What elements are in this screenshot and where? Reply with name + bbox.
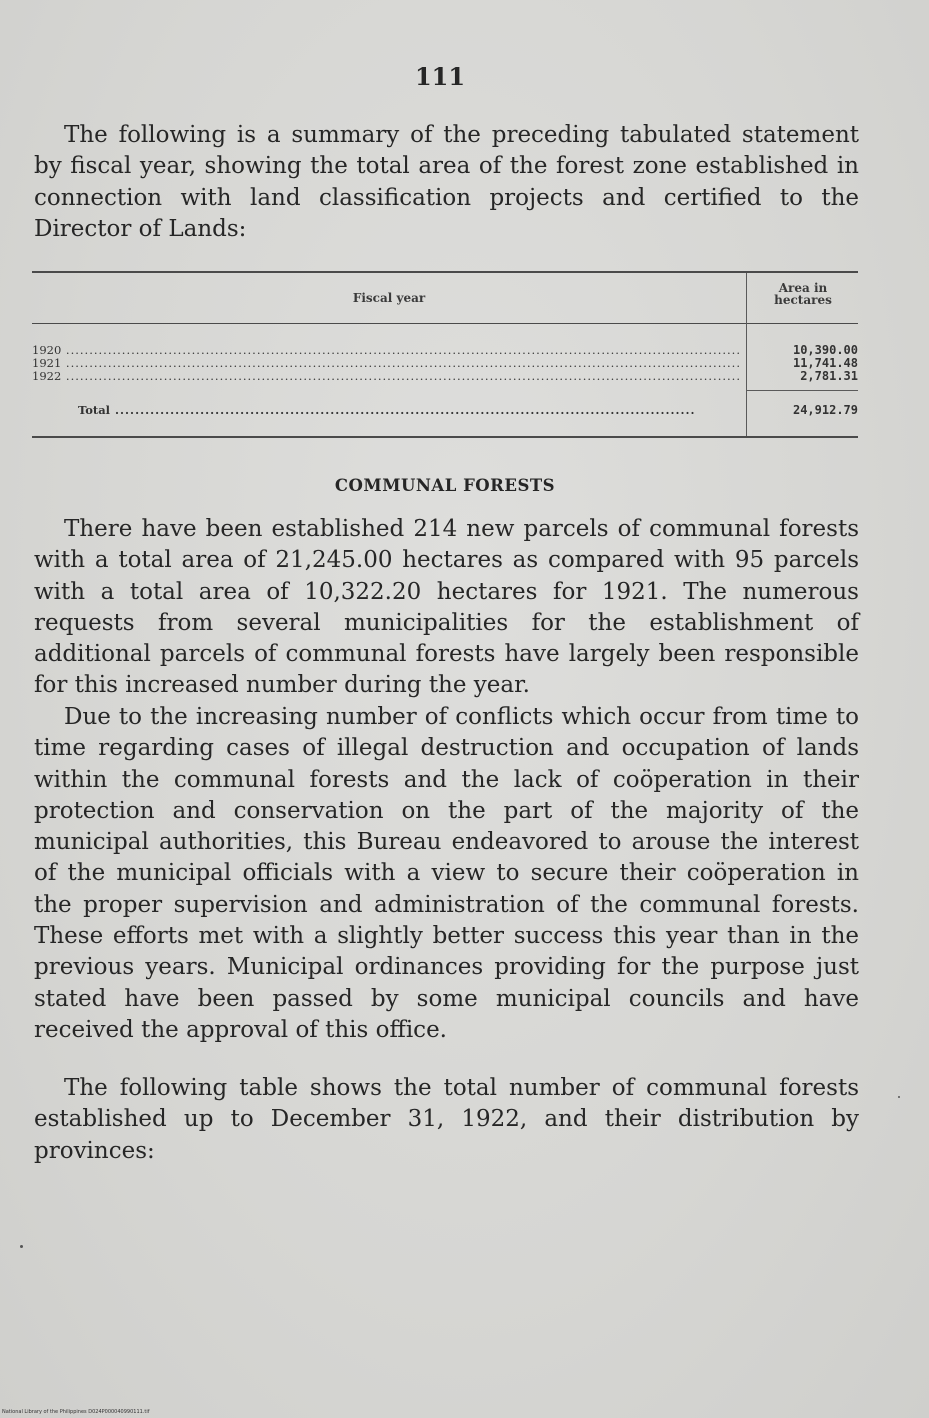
communal-forests-paragraph: There have been established 214 new parcels of communal forests with a total area of 21,245.00 hectares as compared with 95 parcels with a total area of 10,322.20 hectares for 1921. The numerous requests from several municipalities for the establishment of additional parcels of communal forests have largely been responsible for this increased number during the year. bbox=[34, 516, 859, 699]
table-intro-paragraph: The following table shows the total number of communal forests established up to December 31, 1922, and their distribution by provinces: bbox=[34, 1075, 859, 1164]
row-year: 1922 ..... bbox=[32, 370, 742, 383]
row-year: 1921 ..... bbox=[32, 357, 742, 370]
header-area-hectares: Area in hectares bbox=[774, 281, 832, 307]
table-row bbox=[32, 344, 858, 357]
table-row bbox=[32, 370, 858, 383]
table-total-rule bbox=[746, 390, 858, 391]
table-header-rule bbox=[32, 323, 858, 324]
summary-table bbox=[32, 268, 858, 440]
row-area: 2,781.31 bbox=[800, 369, 858, 383]
total-value: 24,912.79 bbox=[792, 403, 858, 417]
header-fiscal-year: Fiscal year bbox=[352, 291, 426, 305]
conflicts-paragraph: Due to the increasing number of conflicts which occur from time to time regarding cases of illegal destruction and occupation of lands within the communal forests and the lack of coöperation in their protection and conservation on the part of the majority of the municipal authorities, this Bureau endeavored to arouse the interest of the municipal officials with a view to secure their coöperation in the proper supervision and administration of the communal forests. These efforts met with a slightly better success this year than in the previous years. Municipal ordinances providing for the purpose just stated have been passed by some municipal councils and have received the approval of this office. bbox=[34, 704, 859, 1043]
row-area: 11,741.48 bbox=[792, 356, 858, 370]
scan-footer: National Library of the Philippines D024P000040990111.tif bbox=[2, 1409, 150, 1415]
page-number: 111 bbox=[414, 62, 466, 91]
table-bottom-rule bbox=[32, 436, 858, 438]
scan-speck bbox=[898, 1096, 900, 1098]
table-row bbox=[32, 357, 858, 370]
row-year: 1920 ..... bbox=[32, 344, 742, 357]
section-heading: COMMUNAL FORESTS bbox=[334, 476, 556, 495]
total-label: Total ..... bbox=[32, 404, 696, 417]
table-total-row bbox=[32, 404, 858, 417]
row-area: 10,390.00 bbox=[792, 343, 858, 357]
scan-speck bbox=[20, 1245, 23, 1248]
intro-paragraph: The following is a summary of the preceding tabulated statement by fiscal year, showing the total area of the forest zone established in connection with land classification projects and certified to the Director of Lands: bbox=[34, 122, 859, 242]
table-top-rule bbox=[32, 271, 858, 273]
